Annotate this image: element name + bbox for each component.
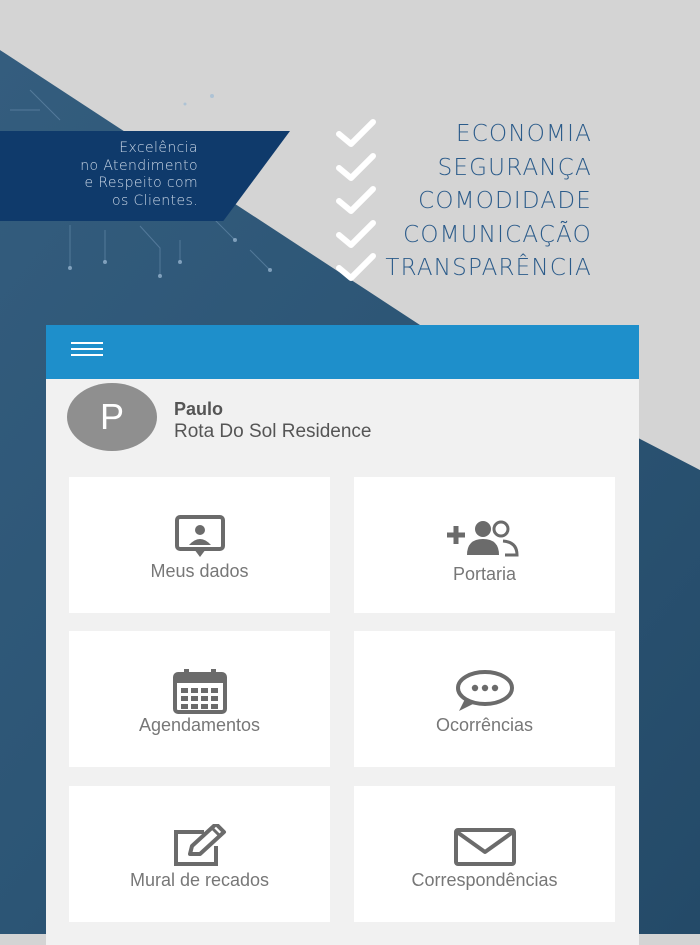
tile-meus-dados[interactable] [69, 477, 330, 613]
tile-label: Portaria [452, 564, 517, 584]
value-item [385, 185, 592, 219]
value-item [385, 252, 592, 286]
tagline-line: e Respeito com [84, 175, 198, 191]
tagline-text [20, 140, 198, 210]
tile-ocorrencias[interactable] [354, 631, 615, 767]
tagline-line: no Atendimento [80, 157, 198, 174]
chat-bubble-icon [453, 669, 517, 715]
value-label: TRANSPARÊNCIA [385, 255, 592, 281]
tile-label: Agendamentos [138, 715, 261, 735]
tile-agendamentos[interactable] [69, 631, 330, 767]
value-item [385, 219, 592, 253]
checkmark-icon [335, 118, 377, 148]
tagline-line: os Clientes. [112, 192, 198, 209]
value-label: ECONOMIA [456, 121, 592, 147]
tile-label: Correspondências [411, 870, 558, 890]
calendar-icon [170, 669, 230, 715]
tile-portaria[interactable] [354, 477, 615, 613]
avatar: P [67, 383, 157, 451]
user-name: Paulo [174, 399, 224, 419]
value-label: SEGURANÇA [437, 154, 592, 181]
value-item [385, 152, 592, 186]
menu-icon[interactable] [71, 342, 103, 362]
checkmark-icon [335, 219, 377, 249]
user-condominium: Rota Do Sol Residence [174, 421, 372, 442]
checkmark-icon [335, 152, 377, 182]
tile-mural-de-recados[interactable] [69, 786, 330, 922]
checkmark-icon [335, 252, 377, 282]
values-list [385, 118, 592, 286]
user-profile [46, 379, 639, 460]
envelope-icon [453, 824, 517, 870]
app-header [46, 325, 639, 379]
tile-label: Meus dados [150, 561, 249, 581]
value-label: COMODIDADE [418, 188, 592, 214]
value-label: COMUNICAÇÃO [403, 221, 592, 248]
add-users-icon [445, 515, 525, 561]
tile-label: Mural de recados [129, 870, 270, 890]
app-panel [46, 325, 639, 945]
checkmark-icon [335, 185, 377, 215]
tile-correspondencias[interactable] [354, 786, 615, 922]
tile-label: Ocorrências [435, 715, 534, 735]
contact-card-icon [170, 515, 230, 561]
edit-icon [168, 824, 232, 870]
value-item [385, 118, 592, 152]
tagline-line: Excelência [119, 140, 198, 156]
